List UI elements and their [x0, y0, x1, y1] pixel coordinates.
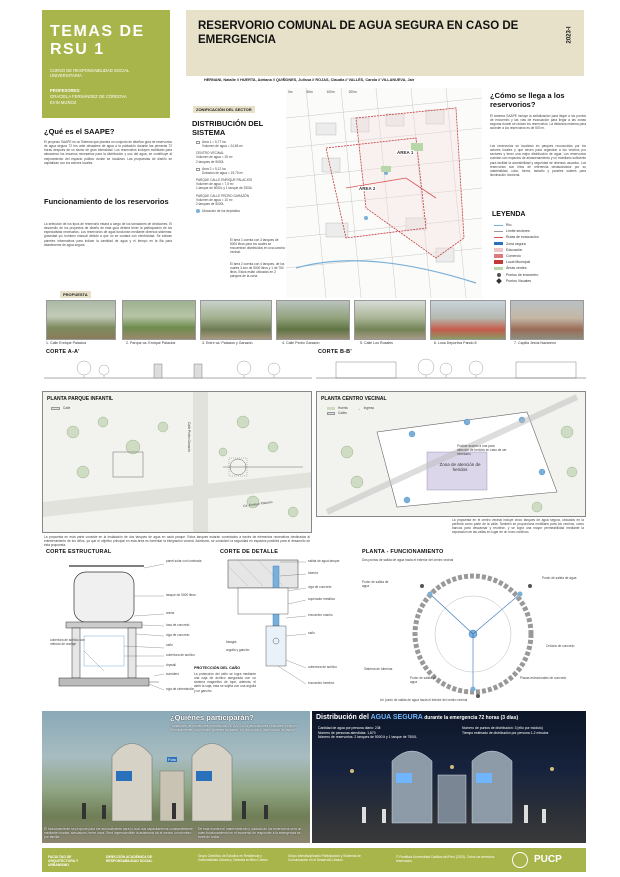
estructural-title: CORTE ESTRUCTURAL: [46, 549, 112, 555]
map-scale: [288, 90, 357, 94]
como-text-2: Los reservorios se localizan en parques reconocidos por los actores locales y que sirven para organizar a los vecinos por sectores y tener una mejor distribución de agua. Los reservorios cuentan con espacios de almacenamiento y un mobiliario suficiente para facilitar la accesibilidad y seguridad de diversos usuarios. Los reservorios son hitos de referencia destacándose por su materialidad, color, forma, tamaño y paneles solares para iluminación nocturna.: [490, 144, 586, 178]
dist-stat-4: Número de puntos de distribución: 3 (ello por módulo): [462, 726, 543, 730]
photo-2: [122, 300, 196, 340]
legend-swatch: [496, 278, 502, 284]
parque-palacios-info: PARQUE CALLE ENRIQUE PALACIOS Volumen de agua = 7,5 m³ 1 tanque de 5000L y 1 tanque de 2500L: [196, 178, 253, 191]
parque-garazon-info: PARQUE CALLE PEDRO GARAZÓN Volumen de agua = 10 m³ 2 tanques de 5000L: [196, 193, 250, 206]
det-label-argolla: argolla y gancho: [226, 648, 250, 652]
dist-title-a: Distribución del: [316, 714, 371, 721]
det-label-viga: viga de concreto: [308, 585, 332, 589]
dist-title-c: durante la emergencia 72 horas (3 días): [422, 715, 519, 721]
estr-label-anclaje: cobertura de acrílico con método de anclaje: [50, 638, 85, 647]
huerta-swatch: [327, 407, 335, 410]
photo-caption-3: 3. Entre ca. Palacios y Garazón: [202, 341, 253, 345]
funcionamiento-top: Dos puntos de salida de agua hacia el exterior del centro vecinal: [362, 558, 454, 562]
zonification-label: ZONIFICACIÓN DEL SECTOR: [193, 106, 255, 113]
vecinal-legend-calles: Calles: [338, 411, 347, 415]
como-text-1: El sistema SAAPE incluye la señalización para llegar a los puntos de encuentro y las vías de evacuación para llegar a las zonas seguras donde se ubican los reservorios. La distancia máxima para acceder a los reservorios es de 500 m.: [490, 114, 586, 131]
photo-5: [354, 300, 426, 340]
dist-stat-5: Tiempo estimado de distribución por persona 1-2 minutos: [462, 730, 549, 735]
legend-label: Rutas de evacuación: [506, 235, 539, 240]
funcionamiento-title: PLANTA - FUNCIONAMIENTO: [362, 549, 444, 555]
header-series-block: [42, 10, 170, 118]
det-label-salida: salida de agua tanque: [308, 559, 340, 563]
propuesta-label: PROPUESTA: [60, 291, 91, 298]
func-title: Funcionamiento de los reservorios: [44, 197, 169, 206]
corte-b-title: CORTE B-B': [318, 349, 352, 355]
planta-infantil-svg: [43, 392, 312, 533]
estr-label-panel: panel solar con luminaria: [166, 559, 202, 563]
det-label-tuberia: tubería: [308, 571, 318, 575]
legend-swatch: [494, 248, 503, 252]
func-label-salida-1: Punto de salida de agua: [362, 580, 389, 589]
func-label-salida-2: Punto de salida de agua: [542, 576, 577, 580]
centro-vecinal-info: CENTRO VECINAL Volumen de agua = 25 m³ 2 tanques de 5000L: [196, 151, 233, 164]
saape-title: ¿Qué es el SAAPE?: [44, 127, 115, 136]
legend-swatch: [494, 237, 503, 238]
project-title: RESERVORIO COMUNAL DE AGUA SEGURA EN CASO DE EMERGENCIA: [198, 20, 519, 46]
infantil-street-2: Ca. Enrique Palacios: [242, 499, 273, 509]
footer-dir: DIRECCIÓN ACADÉMICA DE RESPONSABILIDAD SOCIAL: [106, 855, 153, 864]
legend-swatch: [494, 225, 503, 226]
func-label-celosia: Celosía de concreto: [546, 644, 575, 648]
distribucion-title: [316, 714, 518, 721]
dist-stat-2: Número de personas atendidas: 1,870: [318, 730, 376, 735]
quienes-overlay: [170, 713, 308, 733]
det-label-bisagra: bisagra: [226, 640, 237, 644]
det-label-cano: caño: [308, 631, 315, 635]
quienes-text: Tomadores de decisiones: municipios, SEDAPAL, organizaciones vecinales, vecinos. Principalmente los jóvenes, quienes ayudarán en la función y distribución del agua.: [170, 724, 298, 733]
photo-caption-2: 2. Parque ca. Enrique Palacios: [126, 341, 176, 345]
corte-a-title: CORTE A-A': [46, 349, 80, 355]
footer-grupo-2: Grupo Interdisciplinario Participación y Sistemas de Comunicación en el Desarrollo Urbano: [288, 854, 361, 862]
series-title: TEMAS DE RSU 1: [50, 23, 145, 59]
area2-swatch: [196, 168, 200, 171]
saape-text: El proyecto SAAPE es un Sistema que plantea un conjunto de diseños guía de reservorios de agua segura 72 hrs ante desastres de agua a la población durante las primeras 72 horas después de un sismo de gran intensidad. Los reservorios incluyen mobiliario para almacenar los insumos necesarios para la distribución y uso del agua, se contribuye al mejoramiento del espacio público donde se localizan. Las propuestas de diseño se capitalizan con los actores locales.: [44, 140, 172, 165]
legend-swatch: [494, 260, 503, 264]
scale-100: 100m: [326, 90, 335, 94]
quienes-title: ¿Quiénes participarán?: [170, 713, 254, 722]
zonification-title: DISTRIBUCIÓN DEL SISTEMA: [192, 119, 264, 137]
func-label-salida-3: Punto de salida de agua: [410, 676, 437, 685]
corte-a-drawing: [44, 356, 312, 382]
photo-4: [276, 300, 350, 340]
proteccion-text: La protección del caño se logra mediante una caja de acrílico asegurada con un sistema magnético de tope, además, el alerti la caja, esta se sujeta con una argolla y un gancho.: [194, 672, 256, 693]
infantil-street-1: Calle Pedro Garazón: [187, 422, 191, 452]
legend-swatch: [494, 242, 503, 246]
footer-copyright: © Pontificia Universidad Católica del Perú (2023). Todos los derechos reservados.: [396, 855, 495, 863]
func-label-placas: Placas estructurales de concreto: [520, 676, 567, 680]
legend-swatch: [494, 231, 503, 232]
estr-label-cano: caño: [166, 643, 173, 647]
photo-1: [46, 300, 116, 340]
estr-label-viga: viga de concreto: [166, 633, 190, 637]
footer-fac: FACULTAD DE ARQUITECTURA Y URBANISMO: [48, 855, 79, 868]
estr-label-tanque: tanque de 5000 litros: [166, 593, 196, 597]
photo-caption-6: 6. Losa Deportiva Pando 8: [434, 341, 477, 345]
sector-map-svg: [286, 88, 482, 298]
infantil-title: PLANTA PARQUE INFANTIL: [47, 396, 114, 402]
proteccion-title: PROTECCIÓN DEL CAÑO: [194, 666, 241, 670]
caption-left: El funcionamiento se propone para ser autosuficiente para lo cual nos capacitaremos constantemente mediante charlas, simulacros, entre otros. Será imprescindible la asistencia de al menos un miembro por familia.: [44, 827, 193, 840]
legend-row: [494, 278, 539, 284]
scale-0: 0m: [288, 90, 293, 94]
legend-swatch: [494, 267, 503, 271]
estr-label-arena: arena: [166, 611, 175, 615]
corte-b-svg: [316, 356, 586, 382]
render-left: [42, 711, 310, 843]
dist-title-b: AGUA SEGURA: [370, 714, 423, 721]
legend-label: Áreas verdes: [506, 266, 527, 271]
dist-stat-3: Número de reservorios: 2 tanques de 5000 lt y 1 tanque de 7500L: [318, 735, 417, 740]
footer: [42, 848, 586, 872]
func-text: La selección de los tipos de reservorio estará a cargo de los tomadores de decisiones. El desarrollo de los proyectos de diseño de esta guía deberá tener la participación de los especialistas necesarios. Los reservorios de agua funcionan mediante diversos sistemas: gravedad y/o bombeo manual debido a que no se contará con electricidad. Se indican paneles informativos para indicar la cantidad de agua y el tiempo en la fila para abastecerse de agua segura.: [44, 222, 172, 247]
project-title-block: [186, 10, 584, 76]
note-area1: El área 1 cuenta con 3 tanques de 5000 litros para los cuales se encuentran distribuidos en una cancha vecinal.: [230, 238, 285, 255]
estructural-svg: [44, 556, 212, 706]
legend-label: Puntos Visuales: [506, 278, 532, 283]
sector-map: [286, 88, 482, 298]
note-area2: El área 2 cuenta con 4 tanques, de los cuales 3 son de 5000 litros y 1 de 750 litros. Estos están ubicados en 2 parques de la zona.: [230, 262, 285, 279]
funcionamiento-drawing: [360, 564, 586, 704]
photo-caption-7: 7. Capilla Jesús Nazareno: [514, 341, 556, 345]
deposit-location-icon: [196, 209, 200, 213]
footer-logo: PUCP: [534, 854, 562, 865]
legend-label: Comercio: [506, 254, 521, 259]
zonification-list: [196, 140, 278, 213]
func-label-tuberias: Sistema de tuberías: [364, 667, 393, 671]
legend-list: [494, 222, 539, 284]
area1-info: Área 1 = 6,77 ha Volumen de agua = 24,65 m³: [202, 140, 244, 149]
infantil-text: La propuesta en esta parte consiste en la instalación de dos tanques de agua en cada parque. Estos tanques estarán conectados a través de elementos recreativos destinados al entretenimiento de los niños, ya que el objetivo principal en esta área es fomentar la integración vecinal. Asimismo, se consideró la seguridad en espacios posibles para el desarrollo de esta propuesta.: [44, 535, 310, 548]
legend-swatch: [497, 273, 501, 277]
calles-swatch: [327, 412, 335, 415]
period: 2023-I: [566, 26, 573, 44]
photo-6: [430, 300, 506, 340]
legend-label: Local Municipal: [506, 260, 531, 265]
professors-label: PROFESORES:: [50, 88, 81, 93]
estr-label-cimentacion: viga de cimentación: [166, 687, 195, 691]
zona-heridos-label: Zona de atención de heridos: [439, 462, 481, 472]
como-title: ¿Cómo se llega a los reservorios?: [490, 91, 565, 109]
photo-caption-4: 4. Calle Pedro Garazón: [282, 341, 320, 345]
ingreso-arrow-icon: →: [356, 406, 361, 411]
photo-3: [200, 300, 272, 340]
det-label-macho: encuentro macho: [308, 613, 333, 617]
infantil-legend-calle: Calle: [63, 406, 71, 410]
vecinal-legend-ingreso: Ingreso: [363, 406, 375, 411]
legend-title: LEYENDA: [492, 211, 526, 218]
corte-b-drawing: [316, 356, 586, 382]
caption-mid: De esta manera el mantenimiento y cuidado de los reservorios será un buen funcionamiento en el momento de responder a la emergencia se tarea de todos.: [198, 827, 302, 840]
photo-7: [510, 300, 584, 340]
vecinal-note: Posible acceso a una para atención de heridos en caso de ser necesario: [457, 444, 507, 457]
funcionamiento-bottom: Un punto de salida de agua hacia el interior del centro vecinal: [380, 698, 468, 702]
course-name: CURSO DE RESPONSABILIDAD SOCIAL UNIVERSITARIA: [50, 68, 130, 79]
vecinal-title: PLANTA CENTRO VECINAL: [321, 396, 387, 402]
professors-names: GRACIELA FERNÁNDEZ DE CÓRDOVA EVIN MUÑOZ: [50, 94, 127, 105]
pucp-logo-icon: [512, 852, 528, 868]
legend-label: Educación: [506, 247, 523, 252]
detalle-title: CORTE DE DETALLE: [220, 549, 279, 555]
area1-swatch: [196, 141, 200, 144]
planta-infantil: [42, 391, 312, 533]
legend-swatch: [494, 254, 503, 258]
det-label-cobertura: cobertura de acrílico: [308, 665, 337, 669]
estructural-drawing: [44, 556, 212, 706]
legend-label: Río: [506, 223, 512, 228]
ubicacion-label: Ubicación de los depósitos: [202, 209, 240, 214]
det-label-superador: superador metálico: [308, 597, 336, 601]
calle-swatch: [51, 407, 60, 410]
area2-info: Área 2 = 5,12 ha Dotación de agua = 15,75 m³: [202, 166, 244, 175]
corte-a-svg: [44, 356, 312, 382]
legend-label: Puntos de encuentro: [506, 272, 539, 277]
area2-map-label: ÁREA 2: [359, 186, 376, 191]
planta-vecinal: [316, 391, 586, 517]
estr-label-cobertura: cobertura de acrílico: [166, 653, 195, 657]
dist-stat-1: Cantidad de agua por persona diario: 23lt: [318, 726, 381, 730]
footer-grupo-1: Grupo Científico de Estudios en Resiliencia y Vulnerabilidad Urbana y Vivienda en Bien Común: [198, 854, 268, 862]
vecinal-legend-huerta: Huerta: [338, 406, 348, 411]
det-label-hembra: encuentro hembra: [308, 681, 334, 685]
legend-label: Zona segura: [506, 241, 526, 246]
photo-caption-1: 1. Calle Enrique Palacios: [46, 341, 87, 345]
render-brand: Foto: [168, 757, 177, 762]
vecinal-text: La propuesta en el centro vecinal incluye cinco tanques de agua segura, ubicados en la periferia como parte de la valla. También se proporciona mobiliario para los vecinos, como bancos para descansar y reunirse, y se logra una mayor permeabilidad mediante la separación de las vallas en lugar de un muro continuo.: [452, 518, 584, 535]
authors: HERNANI, Natalie // HUERTA, Adriana // QUIÑONES, Julissa // ROJAS, Claudia // VALLÉS, Carola // VILLANUEVA, Jair: [204, 78, 415, 82]
estr-label-drywall: drywall: [166, 663, 176, 667]
scale-50: 50m: [306, 90, 313, 94]
photo-caption-5: 5. Calle Los Rosales: [360, 341, 393, 345]
render-right: [312, 711, 586, 843]
legend-label: Límite sectores: [506, 229, 530, 234]
area1-map-label: ÁREA 1: [397, 150, 414, 155]
estr-label-sumidero: sumidero: [166, 672, 180, 676]
propuesta-photos: [42, 300, 586, 348]
scale-200: 200m: [348, 90, 357, 94]
estr-label-losa: losa de concreto: [166, 623, 190, 627]
